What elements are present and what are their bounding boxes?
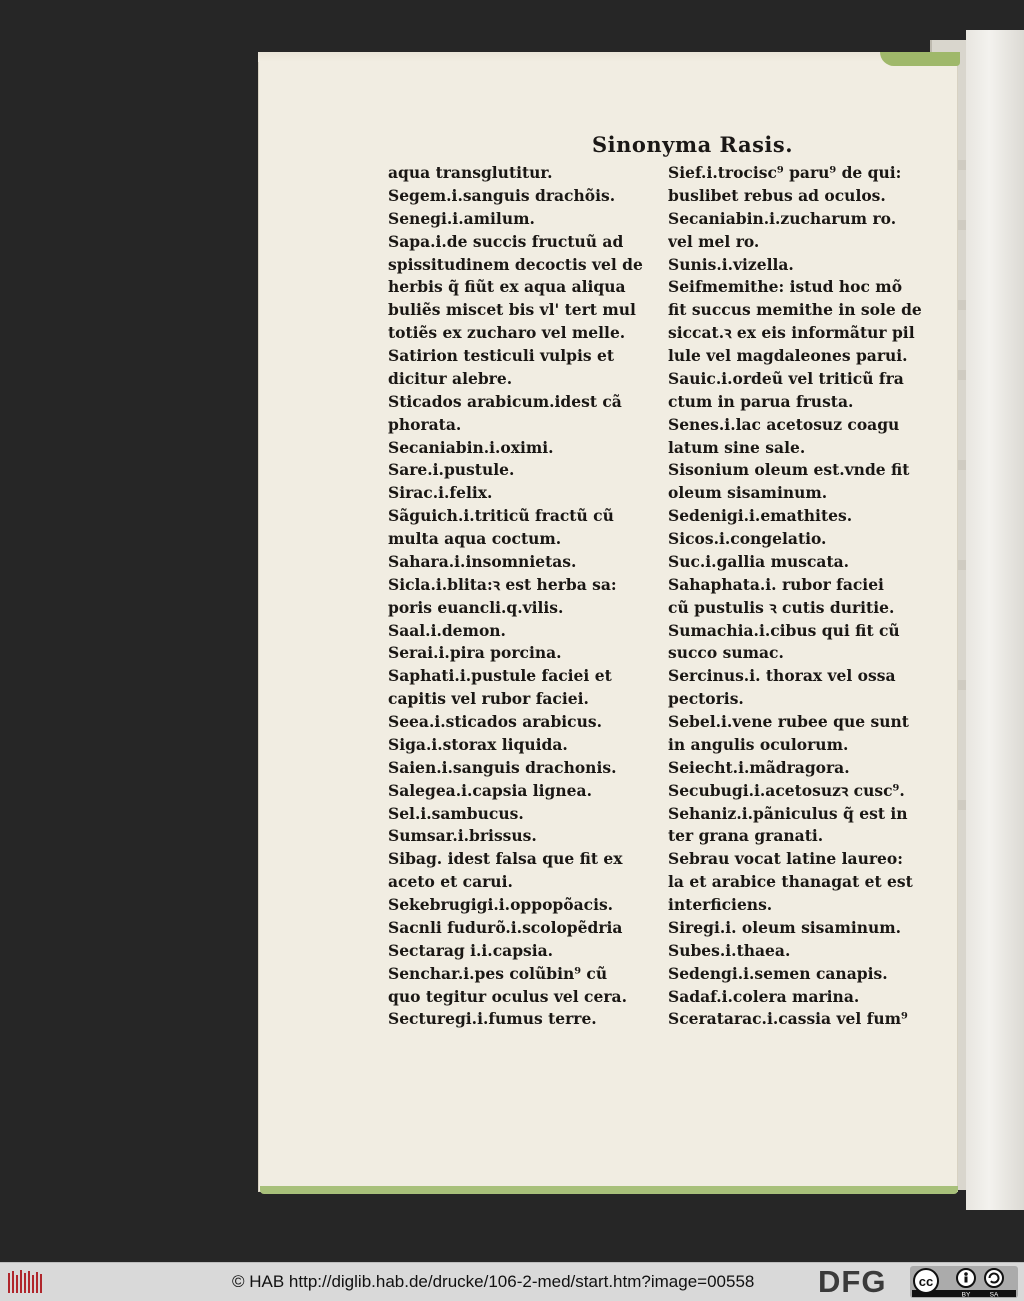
- text-line: phorata.: [388, 414, 462, 434]
- text-line: Siregi.i. oleum sisaminum.: [668, 917, 902, 937]
- book-spine-edge: [966, 30, 1024, 1210]
- text-line: Seiecht.i.mãdragora.: [668, 757, 850, 777]
- text-line: Sunis.i.vizella.: [668, 254, 794, 274]
- text-line: Senegi.i.amilum.: [388, 208, 535, 228]
- text-line: Siga.i.storax liquida.: [388, 734, 568, 754]
- text-line: Sicos.i.congelatio.: [668, 529, 827, 548]
- svg-text:cc: cc: [918, 1274, 934, 1289]
- text-line: multa aqua coctum.: [388, 529, 562, 548]
- cc-sa-label: SA: [989, 1291, 999, 1298]
- text-line: Sekebrugigi.i.oppopõacis.: [388, 895, 614, 914]
- text-line: la et arabice thanagat et est: [668, 872, 913, 892]
- text-line: Satirion testiculi vulpis et: [388, 346, 615, 365]
- text-line: herbis q̃ fiũt ex aqua aliqua: [388, 277, 626, 297]
- text-line: Sicla.i.blita:ꝛ est herba sa:: [388, 574, 617, 594]
- text-line: cũ pustulis ꝛ cutis duritie.: [668, 597, 895, 617]
- text-line: ctum in parua frusta.: [668, 391, 854, 411]
- viewer-footer: [0, 1262, 1024, 1301]
- text-line: dicitur alebre.: [388, 368, 513, 388]
- text-line: Secturegi.i.fumus terre.: [388, 1009, 597, 1029]
- text-line: Sumsar.i.brissus.: [388, 826, 537, 846]
- running-head: Sinonyma Rasis.: [592, 132, 794, 157]
- text-line: Seifmemithe: istud hoc mõ: [668, 277, 903, 297]
- text-line: Sebel.i.vene rubee que sunt: [668, 712, 909, 731]
- text-line: Sirac.i.felix.: [388, 483, 493, 503]
- text-line: Senchar.i.pes colũbin⁹ cũ: [388, 963, 608, 983]
- text-line: aqua transglutitur.: [388, 163, 553, 182]
- text-line: Sisonium oleum est.vnde fit: [668, 460, 910, 480]
- text-line: aceto et carui.: [388, 872, 513, 892]
- text-line: oleum sisaminum.: [668, 483, 828, 503]
- text-line: siccat.ꝛ ex eis informãtur pil: [668, 323, 915, 343]
- text-line: Segem.i.sanguis drachõis.: [388, 185, 616, 205]
- text-line: in angulis oculorum.: [668, 734, 849, 754]
- text-line: totiẽs ex zucharo vel melle.: [388, 323, 626, 343]
- text-line: Sedenigi.i.emathites.: [668, 506, 853, 526]
- text-line: Sehaniz.i.pãniculus q̃ est in: [668, 803, 908, 823]
- cc-by-label: BY: [961, 1291, 971, 1298]
- text-line: buliẽs miscet bis vl' tert mul: [388, 300, 636, 320]
- text-line: Sacnli fudurõ.i.scolopẽdria: [388, 917, 623, 937]
- text-line: Secaniabin.i.zucharum ro.: [668, 208, 897, 228]
- text-line: vel mel ro.: [668, 231, 760, 251]
- text-line: Saal.i.demon.: [388, 620, 506, 640]
- text-line: latum sine sale.: [668, 437, 806, 457]
- text-line: lule vel magdaleones parui.: [668, 346, 908, 365]
- text-line: Sapa.i.de succis fructuũ ad: [388, 231, 624, 251]
- text-line: capitis vel rubor faciei.: [388, 689, 589, 709]
- text-line: fit succus memithe in sole de: [668, 300, 922, 320]
- text-line: Serai.i.pira porcina.: [388, 643, 562, 663]
- text-line: Sahara.i.insomnietas.: [388, 551, 577, 571]
- text-line: Subes.i.thaea.: [668, 940, 791, 960]
- copyright-link[interactable]: © HAB http://diglib.hab.de/drucke/106-2-med/start.htm?image=00558: [232, 1272, 755, 1291]
- text-column-right: [668, 162, 956, 1031]
- text-line: Sercinus.i. thorax vel ossa: [668, 666, 896, 686]
- hab-logo-icon: [6, 1267, 46, 1297]
- cc-by-sa-icon[interactable]: [910, 1266, 1018, 1298]
- text-line: quo tegitur oculus vel cera.: [388, 986, 627, 1006]
- text-line: Sadaf.i.colera marina.: [668, 986, 860, 1006]
- text-line: Seea.i.sticados arabicus.: [388, 712, 603, 731]
- text-line: Sceratarac.i.cassia vel fum⁹: [668, 1009, 908, 1029]
- page-top-shading: [258, 52, 958, 62]
- text-line: Sel.i.sambucus.: [388, 803, 524, 823]
- text-line: Sauic.i.ordeũ vel triticũ fra: [668, 368, 904, 388]
- text-line: Salegea.i.capsia lignea.: [388, 780, 592, 800]
- text-line: Sedengi.i.semen canapis.: [668, 963, 888, 983]
- text-line: Sahaphata.i. rubor faciei: [668, 574, 884, 594]
- text-line: Sãguich.i.triticũ fractũ cũ: [388, 506, 614, 526]
- text-line: ter grana granati.: [668, 826, 824, 846]
- text-line: Suc.i.gallia muscata.: [668, 551, 850, 571]
- text-line: Secubugi.i.acetosuzꝛ cusc⁹.: [668, 780, 905, 800]
- text-line: Sief.i.trocisc⁹ paru⁹ de qui:: [668, 163, 902, 182]
- text-line: pectoris.: [668, 689, 744, 709]
- text-line: poris euancli.q.vilis.: [388, 597, 564, 617]
- text-line: Sticados arabicum.idest cã: [388, 391, 622, 411]
- text-line: Saphati.i.pustule faciei et: [388, 666, 612, 686]
- text-line: succo sumac.: [668, 643, 784, 663]
- page-edge-green-stain-top: [880, 52, 960, 66]
- text-line: Sebrau vocat latine laureo:: [668, 849, 903, 869]
- text-line: Secaniabin.i.oximi.: [388, 437, 554, 457]
- dfg-logo: DFG: [818, 1264, 887, 1299]
- text-line: spissitudinem decoctis vel de: [388, 254, 643, 274]
- text-line: Sumachia.i.cibus qui fit cũ: [668, 620, 900, 640]
- text-line: Saien.i.sanguis drachonis.: [388, 757, 617, 777]
- text-line: Sectarag i.i.capsia.: [388, 940, 554, 960]
- text-line: Sare.i.pustule.: [388, 460, 515, 480]
- text-line: interficiens.: [668, 895, 773, 914]
- text-line: buslibet rebus ad oculos.: [668, 185, 886, 205]
- text-line: Sibag. idest falsa que fit ex: [388, 849, 623, 869]
- text-line: Senes.i.lac acetosuz coagu: [668, 414, 900, 434]
- text-column-left: [388, 162, 670, 1031]
- page-edge-green-stain-bottom: [260, 1186, 958, 1194]
